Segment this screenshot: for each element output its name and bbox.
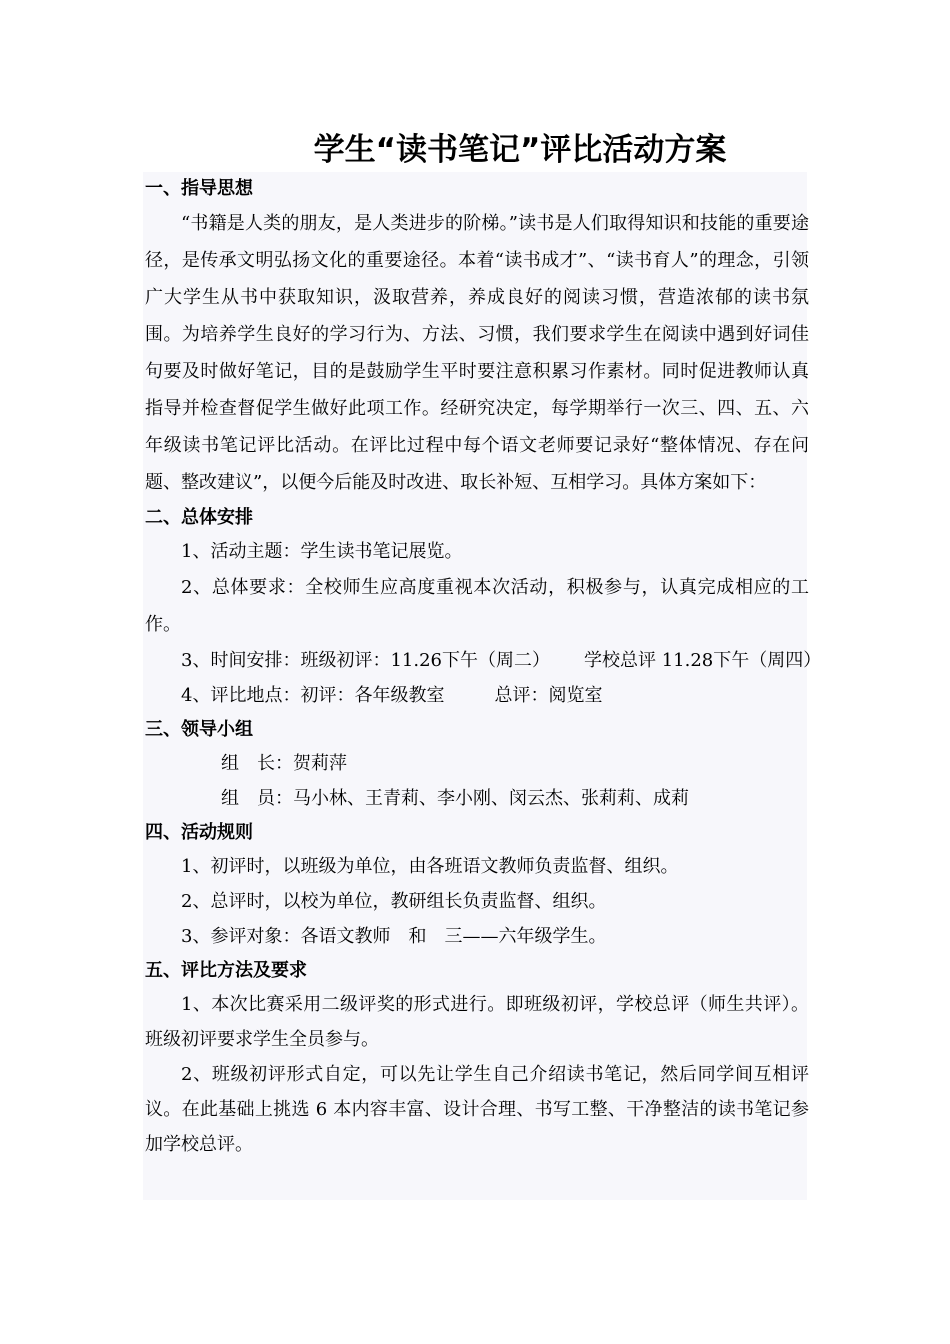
schedule-class-review: 3、时间安排：班级初评：11.26下午（周二）	[181, 650, 550, 671]
arrangement-item-schedule	[145, 643, 822, 678]
method-class-review: 2、班级初评形式自定，可以先让学生自己介绍读书笔记，然后同学间互相评议。在此基础上挑选 6 本内容丰富、设计合理、书写工整、干净整洁的读书笔记参加学校总评。	[145, 1064, 809, 1155]
rule-final-review: 2、总评时，以校为单位，教研组长负责监督、组织。	[181, 891, 607, 912]
rule-participants: 3、参评对象：各语文教师 和 三——六年级学生。	[181, 926, 607, 947]
schedule-school-review: 学校总评 11.28下午（周四）	[583, 650, 822, 671]
section-heading-guiding-ideology: 一、指导思想	[145, 178, 253, 199]
section-heading-activity-rules: 四、活动规则	[145, 822, 253, 843]
leadership-leader: 组 长：贺莉萍	[221, 753, 347, 774]
section-heading-leadership-group: 三、领导小组	[145, 719, 253, 740]
location-initial: 4、评比地点：初评：各年级教室	[181, 685, 445, 706]
leadership-members: 组 员：马小林、王青莉、李小刚、闵云杰、张莉莉、成莉	[221, 788, 689, 809]
section-heading-overall-arrangement: 二、总体安排	[145, 507, 253, 528]
location-final: 总评：阅览室	[494, 685, 603, 706]
arrangement-item-theme: 1、活动主题：学生读书笔记展览。	[181, 541, 463, 562]
document-title: 学生“读书笔记”评比活动方案	[313, 132, 727, 168]
section-heading-methods: 五、评比方法及要求	[145, 960, 307, 981]
guiding-ideology-paragraph: “书籍是人类的朋友，是人类进步的阶梯。”读书是人们取得知识和技能的重要途径，是传承文明弘扬文化的重要途径。本着“读书成才”、“读书育人”的理念，引领广大学生从书中获取知识，汲取营养，养成良好的阅读习惯，营造浓郁的读书氛围。为培养学生良好的学习行为、方法、习惯，我们要求学生在阅读中遇到好词佳句要及时做好笔记，目的是鼓励学生平时要注意积累习作素材。同时促进教师认真指导并检查督促学生做好此项工作。经研究决定，每学期举行一次三、四、五、六年级读书笔记评比活动。在评比过程中每个语文老师要记录好“整体情况、存在问题、整改建议”，以便今后能及时改进、取长补短、互相学习。具体方案如下：	[145, 213, 809, 493]
method-two-level: 1、本次比赛采用二级评奖的形式进行。即班级初评，学校总评（师生共评）。班级初评要求学生全员参与。	[145, 994, 809, 1050]
document-body	[145, 172, 822, 1162]
arrangement-item-requirements: 2、总体要求：全校师生应高度重视本次活动，积极参与，认真完成相应的工作。	[145, 577, 809, 635]
arrangement-item-location	[145, 678, 809, 713]
rule-initial-review: 1、初评时，以班级为单位，由各班语文教师负责监督、组织。	[181, 856, 679, 877]
